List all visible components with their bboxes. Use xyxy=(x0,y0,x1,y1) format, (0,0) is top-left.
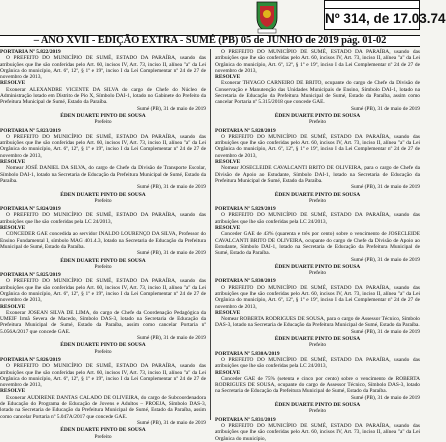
portaria-title: PORTARIA Nº 5.824/2019 xyxy=(0,206,61,213)
portaria-signer: ÉDEN DUARTE PINTO DE SOUSA xyxy=(60,191,146,198)
portaria-resolve: RESOLVE xyxy=(0,80,26,87)
portaria-resolve: RESOLVE xyxy=(0,159,26,166)
portaria-signer: ÉDEN DUARTE PINTO DE SOUSA xyxy=(60,257,146,264)
portaria-title: PORTARIA Nº 5.828/2019 xyxy=(215,127,276,134)
portaria-date: Sumé (PB), 31 de maio de 2019 xyxy=(136,419,206,426)
portaria-decision: Nomear ROBERTA RODRIGUES DE SOUSA, para o cargo de Assessor Técnico, Símbolo DAS-3, lotado na Secretaria de Educação da Prefeitura Municipal de Sumé, Estado da Paraíba. xyxy=(215,316,420,329)
portaria-role: Prefeito xyxy=(308,270,327,277)
portaria-decision: Conceder GAE de 75% (setenta e cinco por cento) sobre o vencimento de ROBERTA RODRIGUES DE SOUSA, ocupante do cargo de Assessor Técnico, Símbolo DAS-3, lotado na Secretaria de Educação da Prefeitura Municipal de Sumé, Estado da Paraíba. xyxy=(215,375,420,395)
portaria-decision: Nomear JOSÉ DANIEL DA SILVA, do cargo de Chefe da Divisão de Transporte Escolar, Símbolo DAI-1, lotado na Secretaria de Educação da Prefeitura Municipal de Sumé, Estado da Paraíba. xyxy=(0,165,206,184)
portaria-signer: ÉDEN DUARTE PINTO DE SOUSA xyxy=(60,112,146,119)
portaria-preamble: O PREFEITO DO MUNICÍPIO DE SUMÉ, ESTADO DA PARAÍBA, usando das atribuições que lhe são conferidas pelo Art. 60, incisos IV, Art. 73, inciso II, alínea "a" da Lei Orgânica do município, Art. 6º, 12º, § 1º e 19º, inciso I da Lei Complementar nº 24 de 27 de novembro de 2013, xyxy=(0,363,206,389)
portaria-preamble: O PREFEITO DO MUNICÍPIO DE SUMÉ, ESTADO DA PARAÍBA, usando das atribuições que lhe são conferidas pela LC 24/2013, xyxy=(0,212,206,225)
portaria-act xyxy=(215,206,420,276)
portaria-resolve: RESOLVE xyxy=(0,303,26,310)
portaria-decision: Exonerar JOSEAN SILVA DE LIMA, do cargo de Chefe da Coordenação Pedagógica da UMEIF Irmã Severa de Macedo, Símbolo DAS-3, lotado na Secretaria de Educação da Prefeitura Municipal de Sumé, Estado da Paraíba, assim como cancelar Portaria nº 5.056A/2017 que concede GAE. xyxy=(0,309,206,335)
edition-line: – ANO XVII - EDIÇÃO EXTRA - SUMÉ (PB) 05 de JUNHO de 2019 pág. 01-02 xyxy=(33,35,387,46)
portaria-title: PORTARIA Nº 5.822/2019 xyxy=(0,49,61,55)
portaria-date: Sumé (PB), 31 de maio de 2019 xyxy=(136,335,206,342)
portaria-preamble: O PREFEITO DO MUNICÍPIO DE SUMÉ, ESTADO DA PARAÍBA, usando das atribuições que lhe são conferidas pelo Art. 60, incisos IV, Art. 73, inciso II, alínea "a" da Lei Orgânica do município, Art. 6º, 12º, § 1º e 19º, inciso I da Lei Complementar nº 24 de 27 de novembro de 2013, xyxy=(0,133,206,159)
register-box xyxy=(324,0,446,30)
portaria-date: Sumé (PB), 31 de maio de 2019 xyxy=(350,256,420,263)
portaria-title: PORTARIA Nº 5.829/2019 xyxy=(215,206,276,213)
municipal-coat-of-arms-icon xyxy=(254,0,280,34)
portaria-preamble: O PREFEITO DO MUNICÍPIO DE SUMÉ, ESTADO DA PARAÍBA, usando das atribuições que lhe são conferidas pelo Art. 60, incisos IV, Art. 73, inciso II, alínea "a" da Lei Orgânica do município, Art. 6º, 12º, § 1º e 19º, inciso I da Lei Complementar nº 24 de 27 de novembro de 2013, xyxy=(215,49,420,74)
portaria-date: Sumé (PB), 31 de maio de 2019 xyxy=(350,328,420,335)
portaria-date: Sumé (PB), 31 de maio de 2019 xyxy=(136,105,206,112)
portaria-date: Sumé (PB), 31 de maio de 2019 xyxy=(136,250,206,257)
portaria-decision: CONCEDER GAE concedida ao servidor INALDO LOURENÇO DA SILVA, Professor do Ensino Fundamental I, símbolo MAG 401.4.3, lotado na Secretaria de Educação da Prefeitura Municipal de Sumé, Estado da Paraíba. xyxy=(0,231,206,250)
portaria-act xyxy=(215,417,420,442)
portaria-act xyxy=(0,206,206,270)
portaria-decision: Exonerar THYAGO CARNEIRO DE BRITO, ocupante do cargo de Chefe da Divisão de Conservação e Manutenção das Unidades Municipais de Ensino, Símbolo DAI-1, lotado na Secretaria de Educação da Prefeitura Municipal de Sumé, Estado da Paraíba, assim como cancelar Portaria nº 5.315/2018 que concede GAE. xyxy=(215,80,420,106)
gazette-header xyxy=(0,0,446,46)
portaria-resolve: RESOLVE xyxy=(0,225,26,232)
portaria-date: Sumé (PB), 31 de maio de 2019 xyxy=(350,105,420,112)
portaria-title: PORTARIA Nº 5.831/2019 xyxy=(215,416,276,423)
portaria-decision: Exonerar ALEXANDRE VICENTE DA SILVA do cargo de Chefe do Núcleo de Administração lotado em Distrito de Pio X, Símbolo DAI-1, lotado no Gabinete do Prefeito da Prefeitura Municipal de Sumé, Estado da Paraíba. xyxy=(0,86,206,106)
portaria-resolve: RESOLVE xyxy=(215,74,241,81)
right-column xyxy=(211,49,420,442)
portaria-act xyxy=(215,128,420,205)
portaria-preamble: O PREFEITO DO MUNICÍPIO DE SUMÉ, ESTADO DA PARAÍBA, usando das atribuições que lhe são conferidas pelo Art. 60, incisos IV, Art. 73, inciso II, alínea "a" da Lei Orgânica do município, Art. 6º, 12º, § 1º e 19º, inciso I da Lei Complementar nº 24 de 27 de novembro de 2013, xyxy=(215,284,420,310)
portaria-preamble: O PREFEITO DO MUNICÍPIO DE SUMÉ, ESTADO DA PARAÍBA, usando das atribuições que lhe são conferidas pelo Art. 60, incisos IV, Art. 73, inciso II, alínea "a" da Lei Orgânica do município, Art. 6º, 12º, § 1º e 19º, inciso I da Lei Complementar nº 24 de 27 de novembro de 2013, xyxy=(215,133,420,159)
portaria-act xyxy=(0,128,206,205)
register-top-line xyxy=(325,1,419,9)
portaria-role: Prefeito xyxy=(94,197,112,204)
portaria-resolve: RESOLVE xyxy=(215,369,241,376)
portaria-title: PORTARIA Nº 5.830A/2019 xyxy=(215,350,280,357)
portaria-role: Prefeito xyxy=(94,263,112,270)
portaria-signer: ÉDEN DUARTE PINTO DE SOUSA xyxy=(274,402,361,409)
portaria-title: PORTARIA Nº 5.826/2019 xyxy=(0,356,61,363)
portaria-preamble: O PREFEITO DO MUNICÍPIO DE SUMÉ, ESTADO DA PARAÍBA, usando das atribuições que lhe são conferidas pelo Art. 60, incisos IV, Art. 73, inciso II, alínea "a" da Lei Orgânica do município, Art. 6º, 12º, § 1º e 19º, inciso I da Lei Complementar nº 24 de 27 de novembro de 2013, xyxy=(0,55,206,81)
portaria-preamble: O PREFEITO DO MUNICÍPIO DE SUMÉ, ESTADO DA PARAÍBA, usando das atribuições que lhe são conferidas pelo Art. 60, incisos IV, Art. 73, inciso II, alínea "a" da Lei Orgânica do município, xyxy=(215,422,420,442)
portaria-role: Prefeito xyxy=(308,342,327,349)
portaria-role: Prefeito xyxy=(308,197,327,204)
portaria-resolve: RESOLVE xyxy=(215,225,241,232)
portaria-role: Prefeito xyxy=(94,348,112,355)
left-column xyxy=(0,49,211,440)
portaria-role: Prefeito xyxy=(308,119,327,126)
portaria-act xyxy=(0,357,206,440)
portaria-decision: Exonerar AUDIRENE DANTAS CALADO DE OLIVEIRA, do cargo de Subcoordenadora de Educação do Programa de Educação de Jovens e Adultos – PROEJA, Símbolo DAS-3, lotado na Secretaria de Educação da Prefeitura Municipal de Sumé, Estado da Paraíba, assim como cancelar Portaria nº 5.047A/2017 que concede GAE. xyxy=(0,394,206,420)
register-number: Nº 314, de 17.03.74 xyxy=(325,11,446,26)
portaria-signer: ÉDEN DUARTE PINTO DE SOUSA xyxy=(274,191,361,198)
edition-band xyxy=(0,35,420,47)
portaria-signer: ÉDEN DUARTE PINTO DE SOUSA xyxy=(274,263,361,270)
portaria-preamble: O PREFEITO DO MUNICÍPIO DE SUMÉ, ESTADO DA PARAÍBA, usando das atribuições que lhe são conferidas pela LC 24/2013, xyxy=(215,356,420,370)
portaria-signer: ÉDEN DUARTE PINTO DE SOUSA xyxy=(274,112,361,119)
portaria-signer: ÉDEN DUARTE PINTO DE SOUSA xyxy=(60,427,146,434)
portaria-preamble: O PREFEITO DO MUNICÍPIO DE SUMÉ, ESTADO DA PARAÍBA, usando das atribuições que lhe são conferidas pela LC 24/2013, xyxy=(215,212,420,225)
portaria-decision: Nomear JOSECLEIDE CAVALCANTI BRITO DE OLIVEIRA, para o cargo de Chefe da Divisão de Apoio ao Estudante, Símbolo DAI-1, lotado na Secretaria de Educação da Prefeitura Municipal de Sumé, Estado da Paraíba. xyxy=(215,165,420,184)
portaria-act xyxy=(0,272,206,355)
portaria-date: Sumé (PB), 31 de maio de 2019 xyxy=(350,394,420,401)
portaria-act xyxy=(215,351,420,415)
portaria-date: Sumé (PB), 31 de maio de 2019 xyxy=(350,184,420,191)
portaria-resolve: RESOLVE xyxy=(215,159,241,166)
content-columns xyxy=(0,49,420,442)
portaria-role: Prefeito xyxy=(308,408,327,415)
portaria-title: PORTARIA Nº 5.825/2019 xyxy=(0,272,61,279)
portaria-title: PORTARIA Nº 5.823/2019 xyxy=(0,127,61,134)
portaria-date: Sumé (PB), 31 de maio de 2019 xyxy=(136,184,206,191)
portaria-signer: ÉDEN DUARTE PINTO DE SOUSA xyxy=(274,336,361,343)
portaria-resolve: RESOLVE xyxy=(0,388,26,395)
portaria-preamble: O PREFEITO DO MUNICÍPIO DE SUMÉ, ESTADO DA PARAÍBA, usando das atribuições que lhe são conferidas pelo Art. 60, incisos IV, Art. 73, inciso II, alínea "a" da Lei Orgânica do município, Art. 6º, 12º, § 1º e 19º, inciso I da Lei Complementar nº 24 de 27 de novembro de 2013, xyxy=(0,278,206,304)
portaria-act xyxy=(0,49,206,126)
portaria-act xyxy=(215,49,420,126)
portaria-title: PORTARIA Nº 5.830/2019 xyxy=(215,278,276,285)
portaria-decision: Conceder GAE de 43% (quarenta e três por cento) sobre o vencimento de JOSECLEIDE CAVALCANTI BRITO DE OLIVEIRA, ocupante do cargo de Chefe da Divisão de Apoio ao Estudante, Símbolo DAI-1, lotado na Secretaria de Educação da Prefeitura Municipal de Sumé, Estado da Paraíba. xyxy=(215,231,420,257)
portaria-act xyxy=(215,278,420,348)
portaria-role: Prefeito xyxy=(94,433,112,440)
portaria-signer: ÉDEN DUARTE PINTO DE SOUSA xyxy=(60,342,146,349)
portaria-role: Prefeito xyxy=(94,119,112,126)
portaria-resolve: RESOLVE xyxy=(215,309,241,316)
